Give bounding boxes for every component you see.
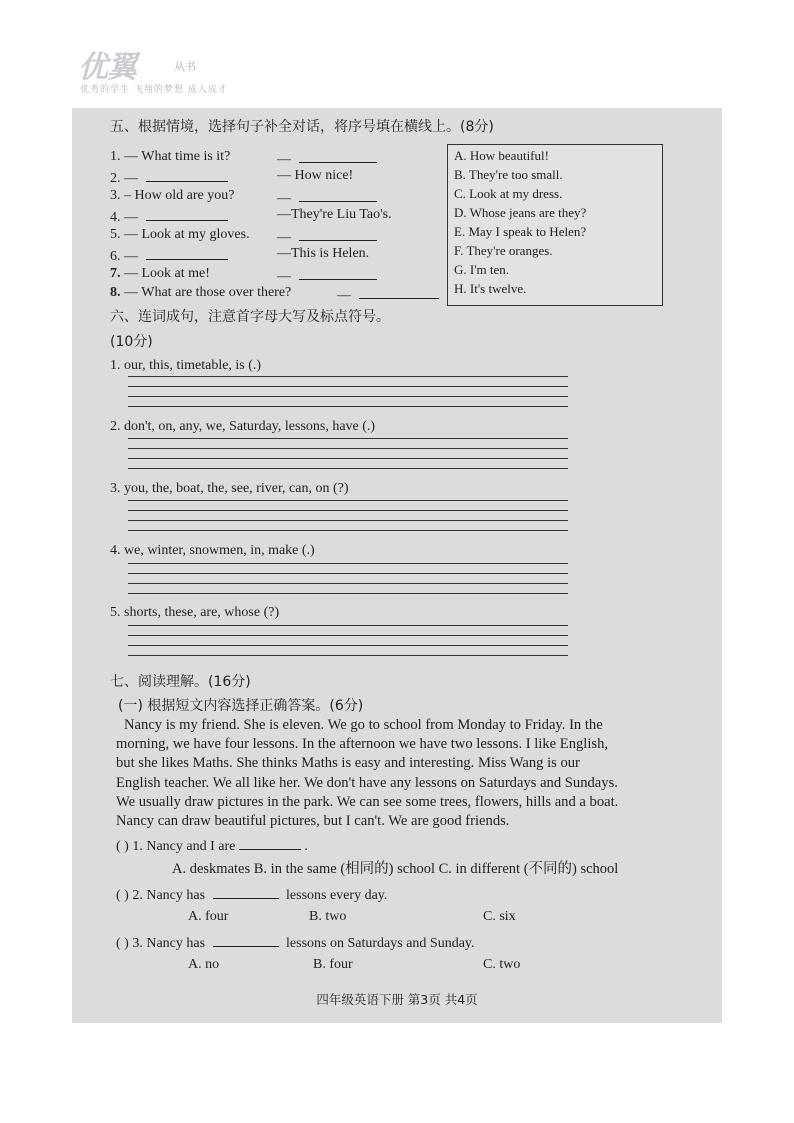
exam-sheet — [72, 108, 722, 1023]
answer-blank[interactable] — [146, 245, 228, 260]
page-footer: 四年级英语下册 第3页 共4页 — [316, 992, 478, 1007]
writing-line[interactable] — [128, 635, 568, 636]
section7-subtitle: (一) 根据短文内容选择正确答案。(6分) — [118, 698, 364, 714]
dialogue-row — [110, 206, 228, 227]
question — [116, 884, 387, 905]
row-number: 4. — [110, 210, 121, 225]
row-right-text: How nice! — [294, 168, 354, 183]
writing-line[interactable] — [128, 376, 568, 377]
row-right-text: They're Liu Tao's. — [291, 207, 392, 222]
answer-blank[interactable] — [146, 167, 228, 182]
option-item: A. How beautiful! — [454, 148, 549, 163]
sentence-item: 3. you, the, boat, the, see, river, can, on (?) — [110, 481, 349, 496]
sentence-item: 5. shorts, these, are, whose (?) — [110, 605, 280, 620]
option-item: F. They're oranges. — [454, 243, 553, 258]
row-right — [277, 245, 369, 263]
writing-line[interactable] — [128, 396, 568, 397]
row-right — [277, 167, 353, 185]
logo-slogan: 优秀的学生 飞翔的梦想 成人成才 — [80, 85, 228, 95]
writing-line[interactable] — [128, 530, 568, 531]
option-item: G. I'm ten. — [454, 262, 510, 277]
writing-line[interactable] — [128, 510, 568, 511]
section6-score: (10分) — [110, 334, 153, 350]
answer-paren[interactable]: ( ) — [116, 888, 129, 903]
row-dash: — — [277, 230, 291, 245]
option-c: C. two — [483, 957, 521, 972]
row-right — [277, 226, 377, 247]
sentence-item: 4. we, winter, snowmen, in, make (.) — [110, 543, 315, 558]
row-dash: — — [337, 288, 351, 303]
row-number: 2. — [110, 171, 121, 186]
option-a: A. four — [188, 909, 229, 924]
option-item: B. They're too small. — [454, 167, 563, 182]
writing-line[interactable] — [128, 645, 568, 646]
row-right — [277, 187, 377, 208]
row-left: — Look at me! — [124, 266, 210, 281]
row-right — [337, 284, 439, 305]
answer-blank[interactable] — [299, 187, 377, 202]
sentence-item: 1. our, this, timetable, is (.) — [110, 358, 262, 373]
writing-line[interactable] — [128, 583, 568, 584]
row-dash: — — [277, 152, 291, 167]
writing-line[interactable] — [128, 563, 568, 564]
option-a: A. no — [188, 957, 220, 972]
writing-line[interactable] — [128, 625, 568, 626]
option-b: B. four — [313, 957, 353, 972]
row-right-text: This is Helen. — [291, 246, 370, 261]
dialogue-row — [110, 187, 234, 205]
passage-line: English teacher. We all like her. We don't have any lessons on Saturdays and Sundays. — [116, 774, 618, 791]
option-item: E. May I speak to Helen? — [454, 224, 587, 239]
row-right — [277, 265, 377, 286]
publisher-logo — [78, 42, 238, 96]
row-number: 6. — [110, 249, 121, 264]
row-right — [277, 206, 392, 224]
question — [116, 835, 308, 856]
question-stem-end: lessons every day. — [286, 888, 388, 903]
row-number: 5. — [110, 227, 121, 242]
option-c: C. six — [483, 909, 516, 924]
answer-blank[interactable] — [239, 835, 301, 850]
dialogue-row — [110, 284, 291, 302]
sentence-item: 2. don't, on, any, we, Saturday, lessons, have (.) — [110, 419, 376, 434]
answer-blank[interactable] — [299, 148, 377, 163]
question-stem: 2. Nancy has — [132, 888, 206, 903]
answer-blank[interactable] — [213, 884, 279, 899]
question-stem: 3. Nancy has — [132, 936, 206, 951]
answer-blank[interactable] — [359, 284, 439, 299]
row-dash: — — [277, 191, 291, 206]
options-box — [447, 144, 663, 306]
writing-line[interactable] — [128, 458, 568, 459]
passage-line: Nancy is my friend. She is eleven. We go to school from Monday to Friday. In the — [124, 717, 603, 733]
question-stem-end: lessons on Saturdays and Sunday. — [286, 936, 475, 951]
row-number: 7. — [110, 266, 121, 281]
row-number: 1. — [110, 149, 121, 164]
answer-paren[interactable]: ( ) — [116, 839, 129, 854]
passage-line: morning, we have four lessons. In the afternoon we have two lessons. I like English, — [116, 736, 609, 753]
row-dash: — — [277, 269, 291, 284]
question — [116, 932, 475, 953]
question-stem-end: . — [304, 839, 308, 854]
logo-mark: 优翼 — [78, 50, 136, 85]
section7-title: 七、阅读理解。(16分) — [110, 674, 251, 690]
answer-blank[interactable] — [146, 206, 228, 221]
row-left: — — [124, 171, 138, 186]
option-b: B. two — [309, 909, 347, 924]
row-dash: — — [277, 168, 291, 183]
row-left: – How old are you? — [124, 188, 235, 203]
dialogue-row — [110, 226, 250, 244]
writing-line[interactable] — [128, 593, 568, 594]
answer-blank[interactable] — [213, 932, 279, 947]
passage-line: We usually draw pictures in the park. We can see some trees, flowers, hills and a boat. — [116, 793, 619, 810]
writing-line[interactable] — [128, 386, 568, 387]
logo-side-text: 从书 — [174, 60, 196, 73]
row-dash: — — [277, 246, 291, 261]
answer-paren[interactable]: ( ) — [116, 936, 129, 951]
section5-title: 五、根据情境，选择句子补全对话，将序号填在横线上。(8分) — [110, 119, 494, 135]
row-left: — What time is it? — [124, 149, 231, 164]
answer-blank[interactable] — [299, 265, 377, 280]
writing-line[interactable] — [128, 573, 568, 574]
row-left: — What are those over there? — [124, 285, 292, 300]
writing-line[interactable] — [128, 468, 568, 469]
writing-line[interactable] — [128, 520, 568, 521]
passage-line: but she likes Maths. She thinks Maths is easy and interesting. Miss Wang is our — [116, 755, 580, 772]
reading-passage — [116, 716, 686, 831]
dialogue-row — [110, 265, 210, 283]
row-left: — — [124, 249, 138, 264]
row-dash: — — [277, 207, 291, 222]
option-item: C. Look at my dress. — [454, 186, 563, 201]
writing-line[interactable] — [128, 655, 568, 656]
row-number: 8. — [110, 285, 121, 300]
option-item: D. Whose jeans are they? — [454, 205, 587, 220]
section6-title: 六、连词成句，注意首字母大写及标点符号。 — [110, 309, 390, 325]
option-item: H. It's twelve. — [454, 281, 527, 296]
row-number: 3. — [110, 188, 121, 203]
question-options: A. deskmates B. in the same (相同的) school C. in different (不同的) school — [172, 861, 619, 877]
row-left: — Look at my gloves. — [124, 227, 250, 242]
answer-blank[interactable] — [299, 226, 377, 241]
passage-line: Nancy can draw beautiful pictures, but I can't. We are good friends. — [116, 813, 510, 830]
dialogue-row — [110, 148, 230, 166]
writing-line[interactable] — [128, 500, 568, 501]
writing-line[interactable] — [128, 406, 568, 407]
row-left: — — [124, 210, 138, 225]
dialogue-row — [110, 167, 228, 188]
writing-line[interactable] — [128, 438, 568, 439]
dialogue-row — [110, 245, 228, 266]
question-stem: 1. Nancy and I are — [132, 839, 236, 854]
writing-line[interactable] — [128, 448, 568, 449]
row-right — [277, 148, 377, 169]
